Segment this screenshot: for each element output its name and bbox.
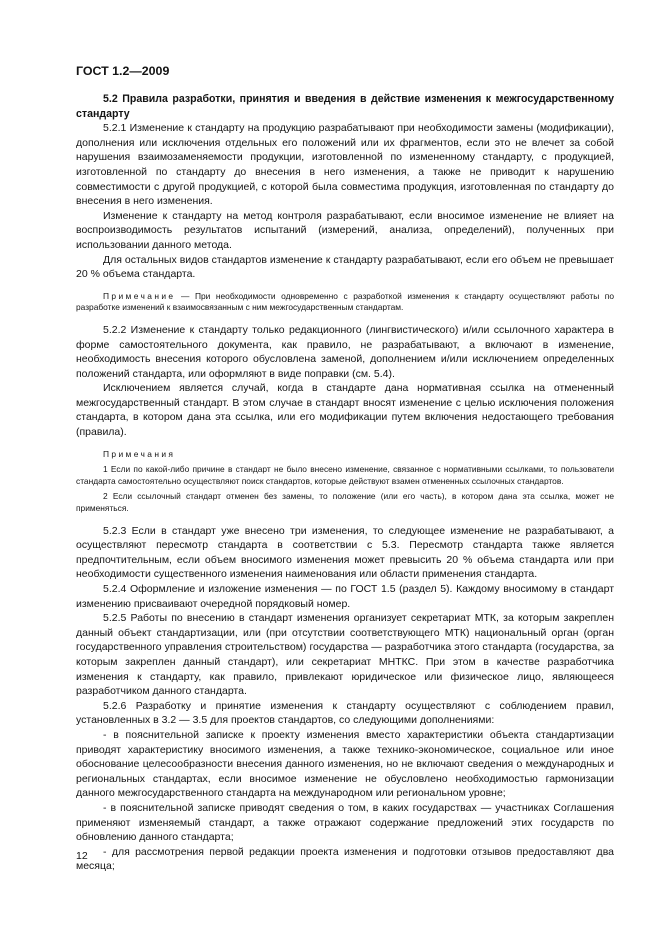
paragraph-5-2-2: 5.2.2 Изменение к стандарту только редакционного (лингвистического) и/или ссылочного характера в форме самостоятельного документа, как правило, не разрабатывают, а включают в изменение, необходимость внесения которого обусловлена заменой, дополнением и/или исключением определенных положений стандарта, или оформляют в виде поправки (см. 5.4). bbox=[76, 323, 614, 380]
list-item: - для рассмотрения первой редакции проекта изменения и подготовки отзывов предоставляют два месяца; bbox=[76, 845, 614, 873]
paragraph-exception: Исключением является случай, когда в стандарте дана нормативная ссылка на отмененный межгосударственный стандарт. В этом случае в стандарт вносят изменение с целью исключения положения стандарта, в котором дана эта ссылка, или его модификации путем включения недостающего требования (правила). bbox=[76, 382, 614, 439]
section-title: 5.2 Правила разработки, принятия и введения в действие изменения к межгосударственному стандарту bbox=[76, 93, 614, 120]
list-item: - в пояснительной записке к проекту изменения вместо характеристики объекта стандартизации приводят характеристику вносимого изменения, а также технико-экономическое, социальное или иное обоснование целесообразности внесения данного изменения, но не включают сведения о международных и региональных стандартах, если вносимое изменение не обусловлено необходимостью гармонизации данного межгосударственного стандарта на международном или региональном уровне; bbox=[76, 728, 614, 800]
paragraph-method-change: Изменение к стандарту на метод контроля разрабатывают, если вносимое изменение не влияет на воспроизводимость результатов испытаний (измерений, анализа, определений), полученных при использовании данного метода. bbox=[76, 209, 614, 251]
note-item-2: 2 Если ссылочный стандарт отменен без замены, то положение (или его часть), в котором дана эта ссылка, может не применяться. bbox=[76, 491, 614, 514]
paragraph-5-2-6: 5.2.6 Разработку и принятие изменения к стандарту осуществляют с соблюдением правил, установленных в 3.2 — 3.5 для проектов стандартов, со следующими дополнениями: bbox=[76, 699, 614, 727]
paragraph-5-2-5: 5.2.5 Работы по внесению в стандарт изменения организует секретариат МТК, за которым закреплен данный объект стандартизации, или (при отсутствии соответствующего МТК) национальный орган (орган государственного управления строительством) государства — разработчика этого стандарта (государства, за которым закреплен данный стандарт), или секретариат МНТКС. При этом в качестве разработчика изменения к стандарту, как правило, привлекают юридическое или физическое лицо, являющееся разработчиком данного стандарта. bbox=[76, 612, 614, 698]
note-title: Примечание bbox=[103, 290, 176, 301]
notes-title bbox=[76, 449, 614, 461]
document-header: ГОСТ 1.2—2009 bbox=[76, 64, 170, 78]
paragraph-5-2-3: 5.2.3 Если в стандарт уже внесено три изменения, то следующее изменение не разрабатывают, а осуществляют пересмотр стандарта в соответствии с 5.3. Пересмотр стандарта также является предпочтительным, если объем вносимого изменения может превысить 20 % объема стандарта или при необходимости существенного изменения наименования или области применения стандарта. bbox=[76, 524, 614, 581]
paragraph-5-2-4: 5.2.4 Оформление и изложение изменения — по ГОСТ 1.5 (раздел 5). Каждому вносимому в стандарт изменению присваивают очередной порядковый номер. bbox=[76, 583, 614, 610]
document-body bbox=[76, 92, 614, 874]
note-text: — При необходимости одновременно с разработкой изменения к стандарту осуществляют работы по разработке изменений к взаимосвязанным с ним межгосударственным стандартам. bbox=[76, 290, 614, 313]
list-item: - в пояснительной записке приводят сведения о том, в каких государствах — участниках Соглашения применяют изменяемый стандарт, а также отражают содержание предложений этих государств по обновлению данного стандарта; bbox=[76, 801, 614, 844]
note-item-1: 1 Если по какой-либо причине в стандарт не было внесено изменение, связанное с нормативными ссылками, то пользователи стандарта самостоятельно осуществляют поиск стандартов, которые действуют взамен отмененных ссылочных стандартов. bbox=[76, 464, 614, 486]
page-number: 12 bbox=[76, 850, 88, 862]
paragraph-5-2-1: 5.2.1 Изменение к стандарту на продукцию разрабатывают при необходимости замены (модификации), дополнения или исключения отдельных его положений или их фрагментов, если это не влечет за собой нарушения взаимозаменяемости продукции, изготовленной по измененному стандарту, с продукцией, изготовленной по стандарту до внесения в него изменения, а также не приводит к нарушению совместимости с другой продукцией, с которой была совместима продукция, изготовленная по стандарту до внесения в него изменения. bbox=[76, 122, 614, 208]
notes-title-text: Примечания bbox=[103, 448, 176, 459]
paragraph-other-standards: Для остальных видов стандартов изменение к стандарту разрабатывают, если его объем не превышает 20 % объема стандарта. bbox=[76, 253, 614, 281]
note-single bbox=[76, 291, 614, 314]
